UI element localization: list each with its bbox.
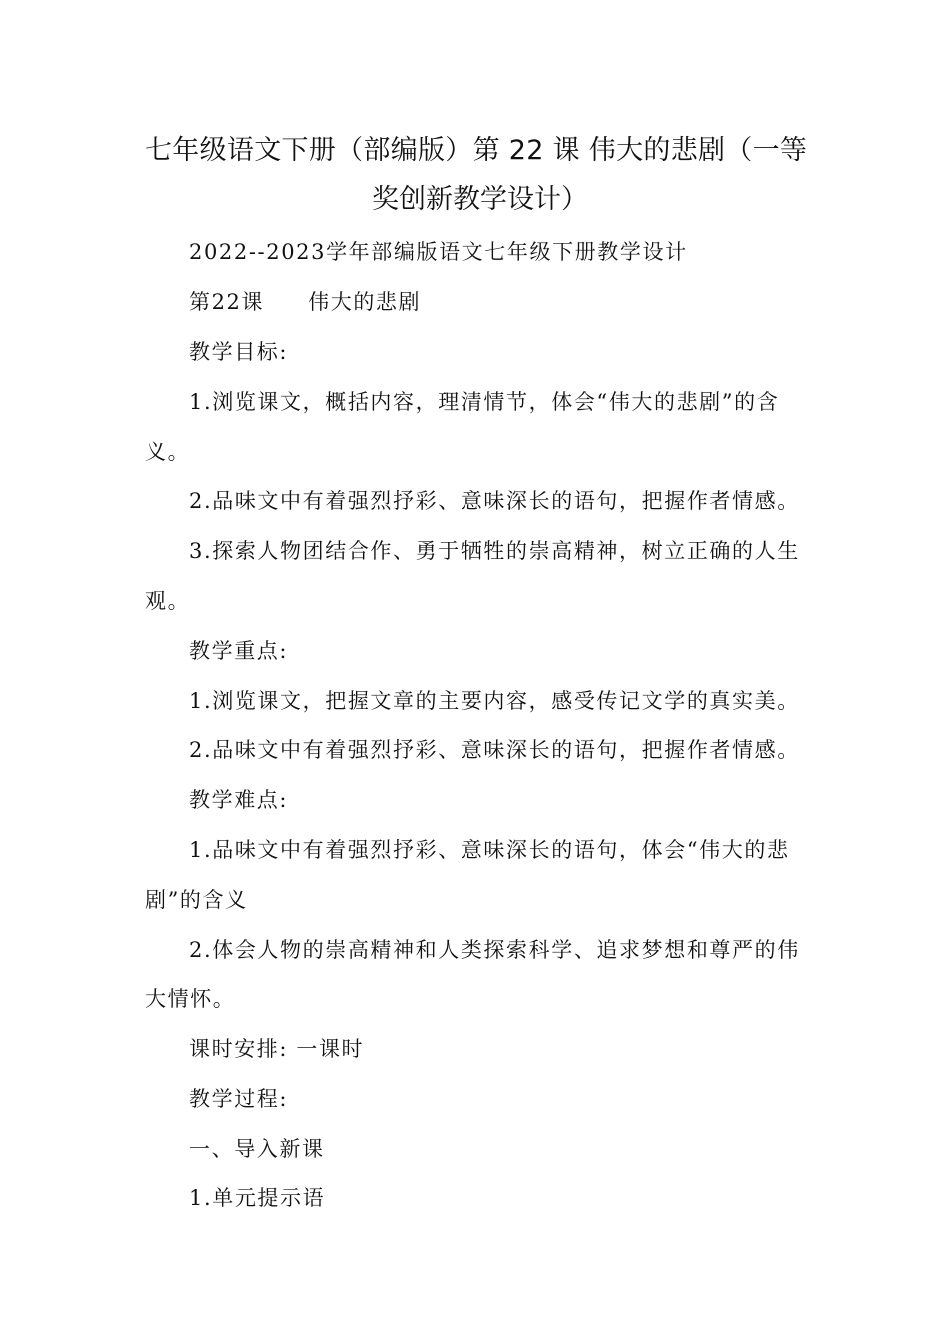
difficulty-1-line-1: 1.品味文中有着强烈抒彩、意味深长的语句，体会“伟大的悲 <box>189 838 790 862</box>
difficulties-heading: 教学难点: <box>189 788 289 812</box>
key-point-2: 2.品味文中有着强烈抒彩、意味深长的语句，把握作者情感。 <box>189 738 800 762</box>
subtitle: 2022--2023学年部编版语文七年级下册教学设计 <box>189 240 688 264</box>
document-title-line-1: 七年级语文下册（部编版）第 22 课 伟大的悲剧（一等 <box>145 135 808 166</box>
objective-3-line-1: 3.探索人物团结合作、勇于牺牲的崇高精神，树立正确的人生 <box>189 539 800 563</box>
document-title-line-2: 奖创新教学设计） <box>372 184 588 215</box>
objective-1-line-1: 1.浏览课文，概括内容，理清情节，体会“伟大的悲剧”的含 <box>189 390 780 414</box>
difficulty-1-line-2: 剧”的含义 <box>145 888 248 912</box>
objectives-heading: 教学目标: <box>189 340 289 364</box>
schedule: 课时安排: 一课时 <box>189 1037 365 1061</box>
lesson-name: 伟大的悲剧 <box>308 290 422 314</box>
process-heading: 教学过程: <box>189 1087 289 1111</box>
process-section-1: 一、导入新课 <box>189 1137 325 1161</box>
key-point-1: 1.浏览课文，把握文章的主要内容，感受传记文学的真实美。 <box>189 689 800 713</box>
difficulty-2-line-1: 2.体会人物的崇高精神和人类探索科学、追求梦想和尊严的伟 <box>189 938 800 962</box>
process-item-1: 1.单元提示语 <box>189 1186 326 1210</box>
lesson-heading <box>189 289 421 315</box>
objective-1-line-2: 义。 <box>145 440 191 464</box>
objective-2: 2.品味文中有着强烈抒彩、意味深长的语句，把握作者情感。 <box>189 489 800 513</box>
difficulty-2-line-2: 大情怀。 <box>145 987 236 1011</box>
key-points-heading: 教学重点: <box>189 639 289 663</box>
lesson-number: 第22课 <box>189 290 265 314</box>
objective-3-line-2: 观。 <box>145 589 191 613</box>
